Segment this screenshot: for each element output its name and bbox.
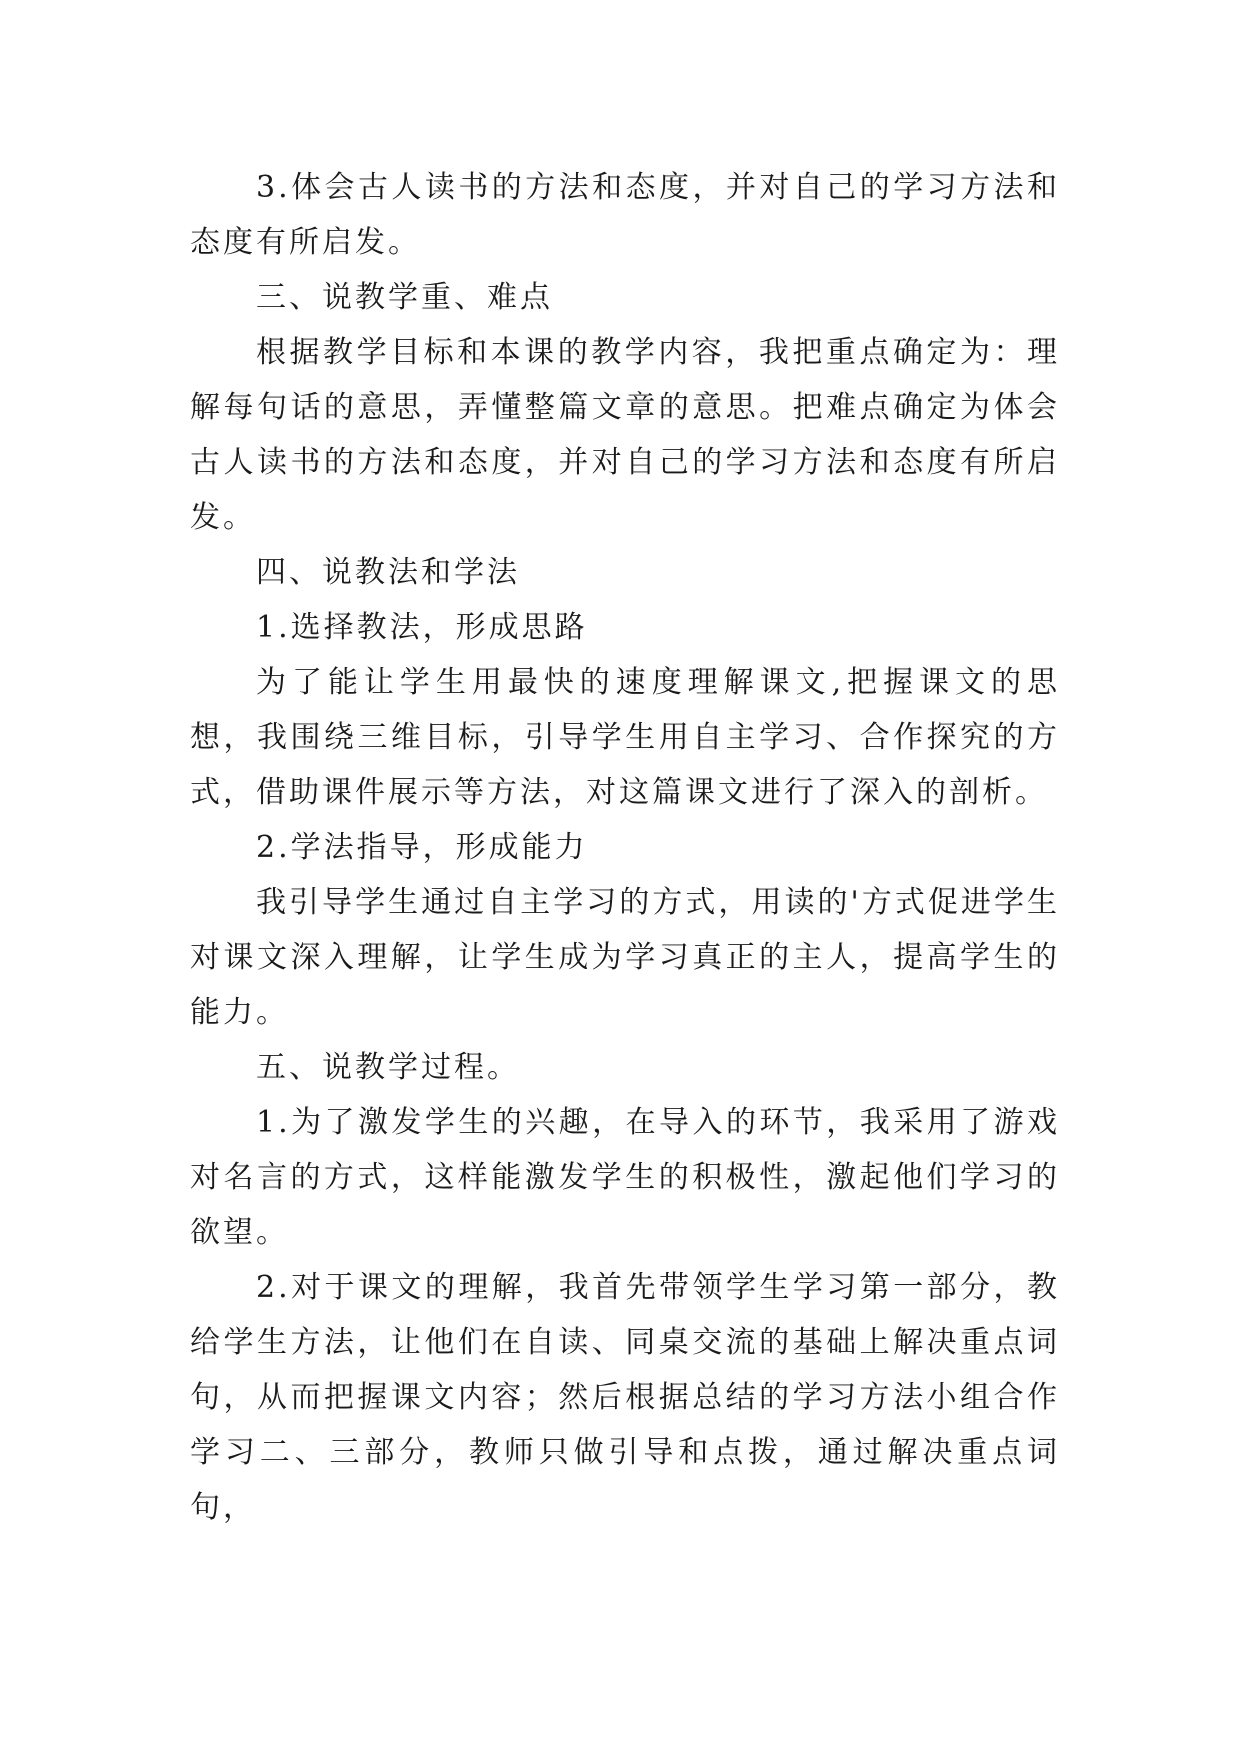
section-heading-methods: 四、说教法和学法 — [256, 555, 520, 590]
paragraph-key-points: 根据教学目标和本课的教学内容，我把重点确定为：理解每句话的意思，弄懂整篇文章的意思。把难点确定为体会古人读书的方法和态度，并对自己的学习方法和态度有所启发。 — [190, 335, 1060, 535]
paragraph-teaching-method: 为了能让学生用最快的速度理解课文,把握课文的思想，我围绕三维目标，引导学生用自主学习、合作探究的方式，借助课件展示等方法，对这篇课文进行了深入的剖析。 — [190, 665, 1060, 810]
paragraph-process-2: 2.对于课文的理解，我首先带领学生学习第一部分，教给学生方法，让他们在自读、同桌交流的基础上解决重点词句，从而把握课文内容；然后根据总结的学习方法小组合作学习二、三部分，教师只做引导和点拨，通过解决重点词句， — [190, 1270, 1060, 1525]
paragraph-learning-method: 我引导学生通过自主学习的方式，用读的'方式促进学生对课文深入理解，让学生成为学习真正的主人，提高学生的能力。 — [190, 885, 1060, 1030]
subheading-learning-method: 2.学法指导，形成能力 — [256, 830, 588, 865]
section-heading-process: 五、说教学过程。 — [256, 1050, 520, 1085]
document-page — [190, 160, 1060, 1535]
subheading-teaching-method: 1.选择教法，形成思路 — [256, 610, 588, 645]
section-heading-key-points: 三、说教学重、难点 — [256, 280, 553, 315]
paragraph-process-1: 1.为了激发学生的兴趣，在导入的环节，我采用了游戏对名言的方式，这样能激发学生的积极性，激起他们学习的欲望。 — [190, 1105, 1060, 1250]
paragraph-goal-3: 3.体会古人读书的方法和态度，并对自己的学习方法和态度有所启发。 — [190, 170, 1060, 260]
